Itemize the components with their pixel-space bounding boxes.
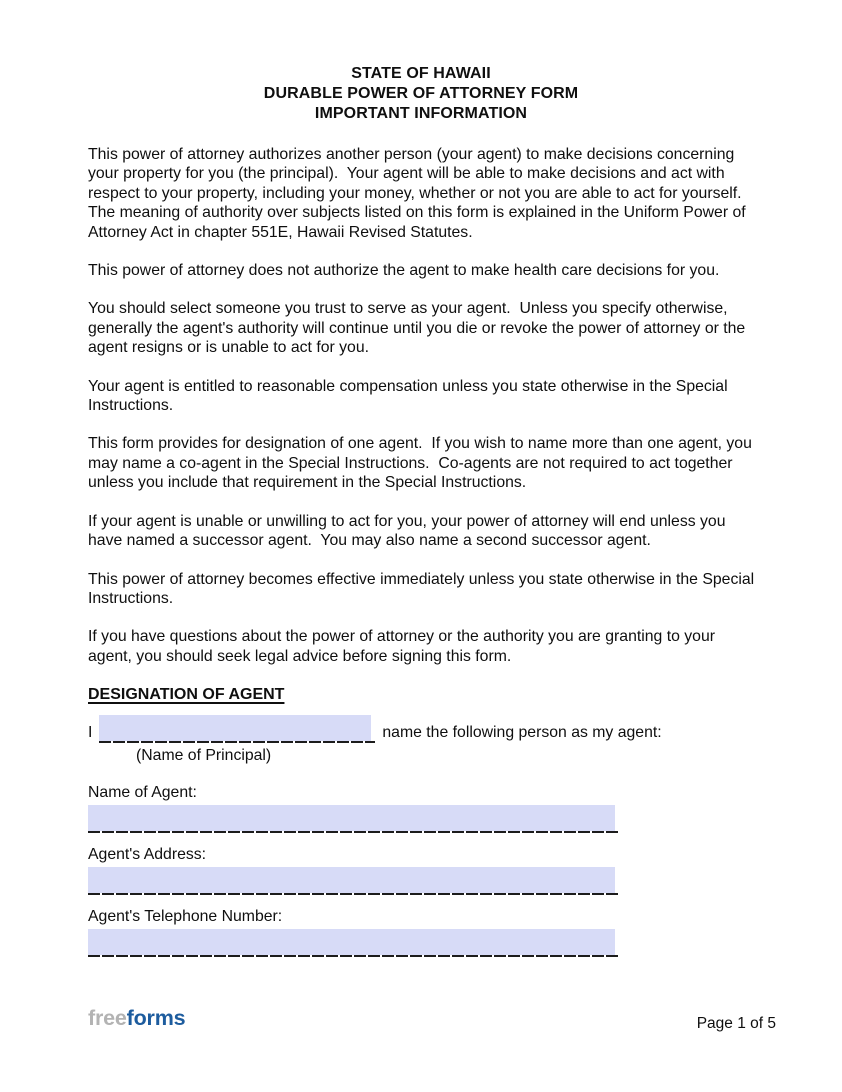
paragraph-one-agent: This form provides for designation of one agent. If you wish to name more than one agent, you may name a co-agent in the Special Instructions. Co-agents are not required to act together unless you include that requirement in the Special Instructions. — [88, 435, 757, 492]
principal-name-underline — [99, 741, 375, 743]
principal-suffix-label: name the following person as my agent: — [382, 724, 662, 742]
title-line-info: IMPORTANT INFORMATION — [314, 105, 528, 122]
principal-name-row — [88, 715, 762, 743]
agent-telephone-field[interactable] — [88, 929, 615, 955]
principal-name-field[interactable] — [99, 715, 371, 741]
agent-name-field[interactable] — [88, 805, 615, 831]
principal-prefix-label: I — [88, 724, 93, 742]
agent-name-underline — [88, 831, 618, 833]
agent-telephone-underline — [88, 955, 618, 957]
document-title — [0, 64, 842, 124]
page-number: Page 1 of 5 — [696, 1015, 776, 1032]
paragraph-effective: This power of attorney becomes effective immediately unless you state otherwise in the Special Instructions. — [88, 570, 759, 607]
agent-telephone-label: Agent's Telephone Number: — [88, 908, 283, 926]
agent-name-group — [88, 783, 762, 833]
paragraph-select-agent: You should select someone you trust to serve as your agent. Unless you specify otherwise, generally the agent's authority will continue until you die or revoke the power of attorney or the agent resigns or is unable to act for you. — [88, 300, 750, 357]
agent-address-field[interactable] — [88, 867, 615, 893]
principal-name-field-wrap — [99, 715, 375, 743]
title-line-form: DURABLE POWER OF ATTORNEY FORM — [263, 85, 579, 102]
logo-text-forms: forms — [126, 1006, 186, 1030]
paragraph-compensation: Your agent is entitled to reasonable compensation unless you state otherwise in the Special Instructions. — [88, 377, 732, 415]
logo-text-free: free — [88, 1006, 127, 1030]
agent-address-group — [88, 845, 762, 895]
agent-address-underline — [88, 893, 618, 895]
paragraph-successor-agent: If your agent is unable or unwilling to act for you, your power of attorney will end unless you have named a successor agent. You may also name a second successor agent. — [88, 512, 730, 550]
document-body — [88, 145, 762, 957]
agent-telephone-group — [88, 907, 762, 957]
title-line-state: STATE OF HAWAII — [351, 65, 491, 82]
freeforms-logo[interactable] — [88, 1006, 185, 1030]
agent-address-label: Agent's Address: — [88, 846, 207, 864]
paragraph-authorizes: This power of attorney authorizes another person (your agent) to make decisions concerning your property for you (the principal). Your agent will be able to make decisions and act with respect to your property, including your money, whether or not you are able to act for yourself. The meaning of authority over subjects listed on this form is explained in the Uniform Power of Attorney Act in chapter 551E, Hawaii Revised Statutes. — [88, 146, 751, 241]
paragraph-health-care: This power of attorney does not authorize the agent to make health care decisions for you. — [88, 262, 720, 280]
paragraph-legal-advice: If you have questions about the power of attorney or the authority you are granting to your agent, you should seek legal advice before signing this form. — [88, 628, 720, 665]
name-of-principal-caption: (Name of Principal) — [136, 747, 272, 765]
section-heading-designation-of-agent: DESIGNATION OF AGENT — [88, 686, 285, 704]
agent-name-label: Name of Agent: — [88, 784, 197, 802]
